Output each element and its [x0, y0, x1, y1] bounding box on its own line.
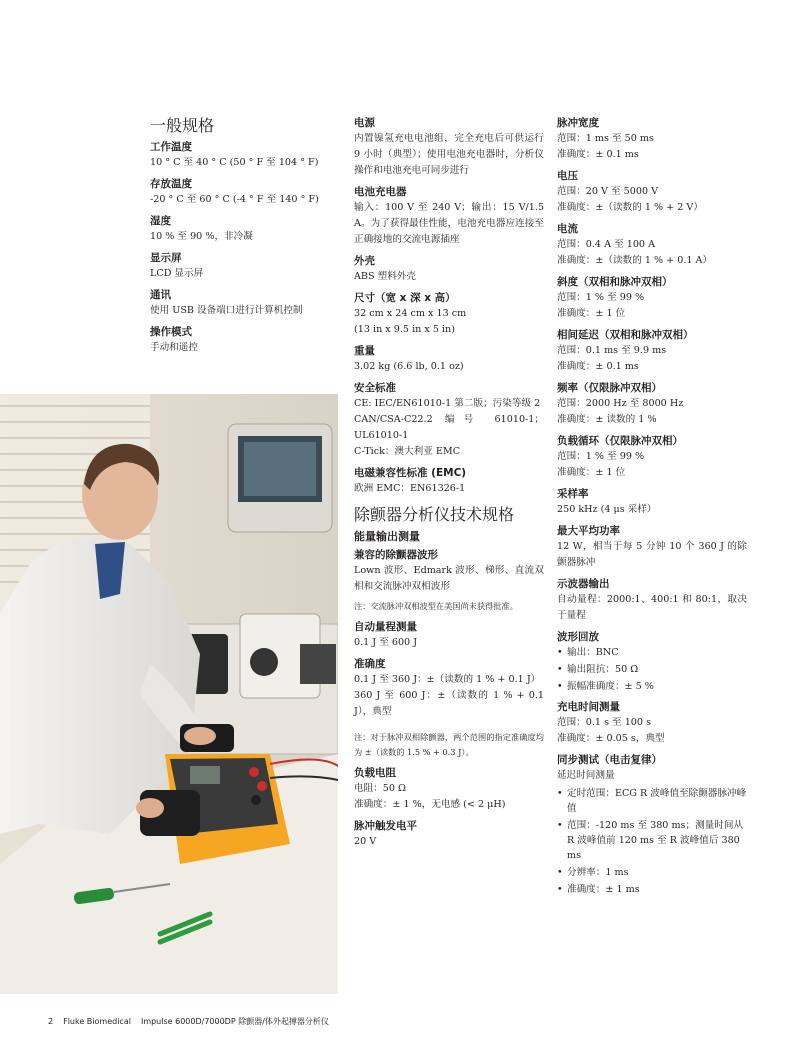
waveform-spec	[354, 548, 544, 614]
spec-line: 范围：20 V 至 5000 V	[557, 186, 659, 197]
spec-line: 范围：2000 Hz 至 8000 Hz	[557, 398, 684, 409]
spec-head: 负载电阻	[354, 767, 396, 779]
playback-spec	[557, 630, 747, 694]
energy-output-subtitle: 能量输出测量	[354, 530, 420, 543]
spec-line: 20 V	[354, 836, 377, 847]
charge-head: 充电时间测量	[557, 701, 620, 713]
spec-item	[557, 169, 747, 216]
spec-line: 准确度：±（读数的 1 % + 2 V）	[557, 202, 703, 213]
sync-head: 同步测试（电击复律）	[557, 754, 662, 766]
spec-head: 通讯	[150, 289, 171, 301]
page-number: 2	[48, 1017, 54, 1026]
spec-head: 负载循环（仅限脉冲双相）	[557, 435, 683, 447]
waveform-head: 兼容的除颤器波形	[354, 549, 438, 561]
spec-item	[354, 254, 544, 285]
spec-item	[354, 185, 544, 248]
section-title-analyzer: 除颤器分析仪技术规格	[354, 505, 515, 524]
patient-monitor	[228, 424, 332, 532]
spec-head: 准确度	[354, 658, 386, 670]
spec-head: 操作模式	[150, 326, 192, 338]
photo-illustration	[0, 394, 338, 994]
charge-line: 准确度：± 0.05 s，典型	[557, 733, 665, 744]
load-specs-list	[354, 766, 544, 850]
spec-line: ABS 塑料外壳	[354, 271, 416, 282]
spec-head: 自动量程测量	[354, 621, 417, 633]
spec-head: 外壳	[354, 255, 375, 267]
spec-head: 脉冲宽度	[557, 117, 599, 129]
spec-head: 电流	[557, 223, 578, 235]
sync-test-spec	[557, 753, 747, 897]
spec-item	[150, 325, 340, 356]
spec-item	[557, 222, 747, 269]
waveform-text: Lown 波形、Edmark 波形、梯形、直流双相和交流脉冲双相波形	[354, 565, 544, 592]
bullet-item: • 振幅准确度：± 5 %	[557, 679, 747, 694]
spec-line: 范围：1 % 至 99 %	[557, 292, 645, 303]
general-specs-column	[150, 116, 340, 362]
spec-line: 32 cm x 24 cm x 13 cm	[354, 308, 467, 319]
spec-line: 360 J 至 600 J：±（读数的 1 % + 0.1 J），典型	[354, 690, 544, 717]
spec-line: C-Tick：澳大利亚 EMC	[354, 446, 461, 457]
spec-line: 准确度：± 读数的 1 %	[557, 414, 657, 425]
spec-head: 电源	[354, 117, 375, 129]
spec-head: 尺寸（宽 x 深 x 高）	[354, 292, 456, 304]
sync-sub: 延迟时间测量	[557, 770, 615, 781]
spec-line: 电阻：50 Ω	[354, 783, 406, 794]
spec-line: 内置镍氢充电电池组，完全充电后可供运行 9 小时（典型）；使用电池充电器时，分析仪操作和电池充电可同步进行	[354, 133, 544, 176]
spec-line: 输入：100 V 至 240 V；输出：15 V/1.5 A。为了获得最佳性能，电池充电器应连接至正确接地的交流电源插座	[354, 202, 544, 245]
spec-item	[354, 381, 544, 460]
spec-item	[354, 657, 544, 720]
spec-head: 湿度	[150, 215, 171, 227]
technician-photo	[0, 394, 338, 994]
accuracy-note: 注：对于脉冲双相除颤器，两个范围的指定准确度均为 ±（读数的 1.5 % + 0.3 J）。	[354, 732, 544, 757]
spec-head: 采样率	[557, 488, 589, 500]
power-specs-list	[354, 116, 544, 497]
spec-line: 范围：1 % 至 99 %	[557, 451, 645, 462]
spec-head: 最大平均功率	[557, 525, 620, 537]
bullet-item: • 分辨率：1 ms	[557, 865, 747, 880]
spec-line: 欧洲 EMC：EN61326-1	[354, 483, 466, 494]
spec-item	[557, 577, 747, 624]
spec-line: 自动量程：2000:1、400:1 和 80:1，取决于量程	[557, 594, 747, 621]
pulse-specs-column	[557, 116, 747, 903]
spec-item	[150, 251, 340, 282]
bullet-item: • 准确度：± 1 ms	[557, 882, 747, 897]
bullet-item: • 定时范围：ECG R 波峰值至除颤器脉冲峰值	[557, 786, 747, 816]
pulse-specs-list	[557, 116, 747, 624]
spec-head: 相间延迟（双相和脉冲双相）	[557, 329, 694, 341]
spec-line: 3.02 kg (6.6 lb, 0.1 oz)	[354, 361, 464, 372]
spec-line: 范围：0.4 A 至 100 A	[557, 239, 655, 250]
spec-item	[150, 214, 340, 245]
spec-item	[354, 291, 544, 338]
spec-item	[557, 524, 747, 571]
bullet-item: • 输出阻抗：50 Ω	[557, 662, 747, 677]
spec-head: 脉冲触发电平	[354, 820, 417, 832]
spec-line: 手动和遥控	[150, 342, 198, 353]
footer-product: Impulse 6000D/7000DP 除颤器/体外起搏器分析仪	[140, 1017, 329, 1026]
spec-line: 12 W，相当于每 5 分钟 10 个 360 J 的除颤器脉冲	[557, 541, 747, 568]
spec-head: 斜度（双相和脉冲双相）	[557, 276, 673, 288]
spec-line: 准确度：± 0.1 ms	[557, 149, 639, 160]
sync-bullets	[557, 786, 747, 897]
waveform-note: 注：交流脉冲双相波型在美国尚未获得批准。	[354, 601, 518, 611]
spec-line: 0.1 J 至 600 J	[354, 637, 418, 648]
spec-head: 电压	[557, 170, 578, 182]
spec-item	[557, 275, 747, 322]
spec-item	[557, 434, 747, 481]
spec-line: -20 ° C 至 60 ° C (-4 ° F 至 140 ° F)	[150, 194, 319, 205]
spec-head: 安全标准	[354, 382, 396, 394]
charge-time-spec	[557, 700, 747, 747]
spec-line: (13 in x 9.5 in x 5 in)	[354, 324, 455, 335]
spec-line: 范围：1 ms 至 50 ms	[557, 133, 654, 144]
spec-head: 频率（仅限脉冲双相）	[557, 382, 662, 394]
charge-line: 范围：0.1 s 至 100 s	[557, 717, 651, 728]
spec-head: 重量	[354, 345, 375, 357]
spec-head: 示波器输出	[557, 578, 610, 590]
spec-head: 电池充电器	[354, 186, 407, 198]
spec-item	[354, 620, 544, 651]
spec-item	[557, 328, 747, 375]
spec-line: 250 kHz (4 μs 采样）	[557, 504, 657, 515]
section-title-general: 一般规格	[150, 116, 215, 135]
spec-line: 范围：0.1 ms 至 9.9 ms	[557, 345, 667, 356]
spec-line: 准确度：±（读数的 1 % + 0.1 A）	[557, 255, 713, 266]
playback-bullets	[557, 645, 747, 694]
spec-item	[150, 177, 340, 208]
spec-item	[150, 140, 340, 171]
spec-item	[354, 466, 544, 497]
spec-line: 准确度：± 1 位	[557, 308, 626, 319]
spec-line: 准确度：± 1 位	[557, 467, 626, 478]
bullet-item: • 输出：BNC	[557, 645, 747, 660]
spec-line: CAN/CSA-C22.2 编号 61010-1；UL61010-1	[354, 414, 544, 441]
accuracy-specs-list	[354, 620, 544, 720]
spec-item	[354, 344, 544, 375]
spec-item	[150, 288, 340, 319]
spec-head: 显示屏	[150, 252, 182, 264]
bullet-item: • 范围：-120 ms 至 380 ms；测量时间从 R 波峰值前 120 ms 至 R 波峰值后 380 ms	[557, 818, 747, 863]
general-specs-list	[150, 140, 340, 356]
spec-item	[557, 116, 747, 163]
spec-line: 使用 USB 设备端口进行计算机控制	[150, 305, 303, 316]
spec-head: 工作温度	[150, 141, 192, 153]
page-footer	[48, 1016, 339, 1028]
spec-item	[354, 819, 544, 850]
spec-line: 10 ° C 至 40 ° C (50 ° F 至 104 ° F)	[150, 157, 319, 168]
spec-item	[354, 116, 544, 179]
spec-item	[557, 487, 747, 518]
spec-head: 存放温度	[150, 178, 192, 190]
spec-line: LCD 显示屏	[150, 268, 204, 279]
spec-head: 电磁兼容性标准 (EMC)	[354, 467, 467, 479]
spec-line: CE: IEC/EN61010-1 第二版；污染等级 2	[354, 398, 541, 409]
spec-item	[354, 766, 544, 813]
spec-line: 10 % 至 90 %，非冷凝	[150, 231, 253, 242]
spec-line: 准确度：± 1 %，无电感 (< 2 μH)	[354, 799, 506, 810]
playback-head: 波形回放	[557, 631, 599, 643]
spec-item	[557, 381, 747, 428]
power-and-analyzer-column	[354, 116, 544, 856]
footer-brand: Fluke Biomedical	[63, 1017, 131, 1026]
spec-line: 准确度：± 0.1 ms	[557, 361, 639, 372]
spec-line: 0.1 J 至 360 J：±（读数的 1 % + 0.1 J）	[354, 674, 541, 685]
